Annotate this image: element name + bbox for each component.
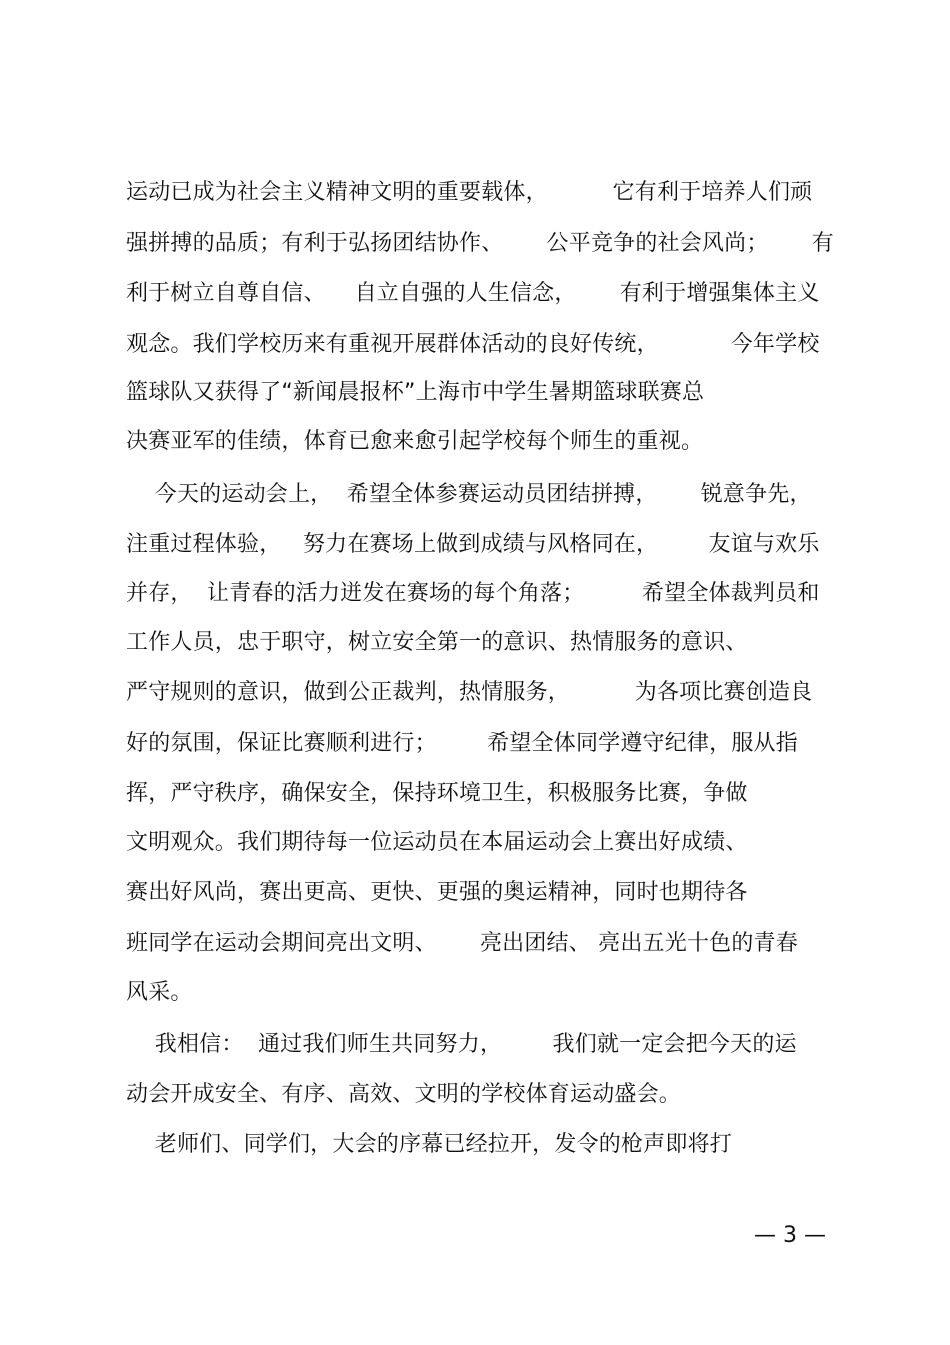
body-text-line: 工作人员，忠于职守，树立安全第一的意识、热情服务的意识、 [126,630,748,655]
body-text-line: 文明观众。我们期待每一位运动员在本届运动会上赛出好成绩、 [126,830,748,855]
body-text-line: 今天的运动会上， 希望全体参赛运动员团结拼搏， 锐意争先， [126,482,812,507]
body-text-line: 班同学在运动会期间亮出文明、 亮出团结、 亮出五光十色的青春 [126,931,798,956]
body-text-line: 运动已成为社会主义精神文明的重要载体， 它有利于培养人们顽 [126,180,813,205]
body-text-line: 注重过程体验， 努力在赛场上做到成绩与风格同在， 友谊与欢乐 [126,532,820,557]
body-text-line: 篮球队又获得了“新闻晨报杯”上海市中学生暑期篮球联赛总 [126,380,705,405]
body-text-line: 风采。 [126,980,193,1005]
page-number: — 3 — [754,1223,826,1248]
body-text-line: 利于树立自尊自信、 自立自强的人生信念， 有利于增强集体主义 [126,281,820,306]
body-text-line: 观念。我们学校历来有重视开展群体活动的良好传统， 今年学校 [126,332,820,357]
body-text-line: 强拼搏的品质；有利于弘扬团结协作、 公平竞争的社会风尚； 有 [126,231,834,256]
body-text-line: 严守规则的意识，做到公正裁判，热情服务， 为各项比赛创造良 [126,680,813,705]
body-text-line: 动会开成安全、有序、高效、文明的学校体育运动盛会。 [126,1082,682,1107]
body-text-line: 决赛亚军的佳绩，体育已愈来愈引起学校每个师生的重视。 [126,429,704,454]
body-text-line: 挥，严守秩序，确保安全，保持环境卫生，积极服务比赛，争做 [126,781,748,806]
body-text-line: 老师们、同学们，大会的序幕已经拉开，发令的枪声即将打 [126,1132,732,1157]
body-text-line: 好的氛围，保证比赛顺利进行； 希望全体同学遵守纪律，服从指 [126,731,798,756]
body-text-line: 赛出好风尚，赛出更高、更快、更强的奥运精神，同时也期待各 [126,880,748,905]
body-text-line: 我相信： 通过我们师生共同努力， 我们就一定会把今天的运 [126,1032,797,1057]
body-text-line: 并存， 让青春的活力迸发在赛场的每个角落； 希望全体裁判员和 [126,581,820,606]
